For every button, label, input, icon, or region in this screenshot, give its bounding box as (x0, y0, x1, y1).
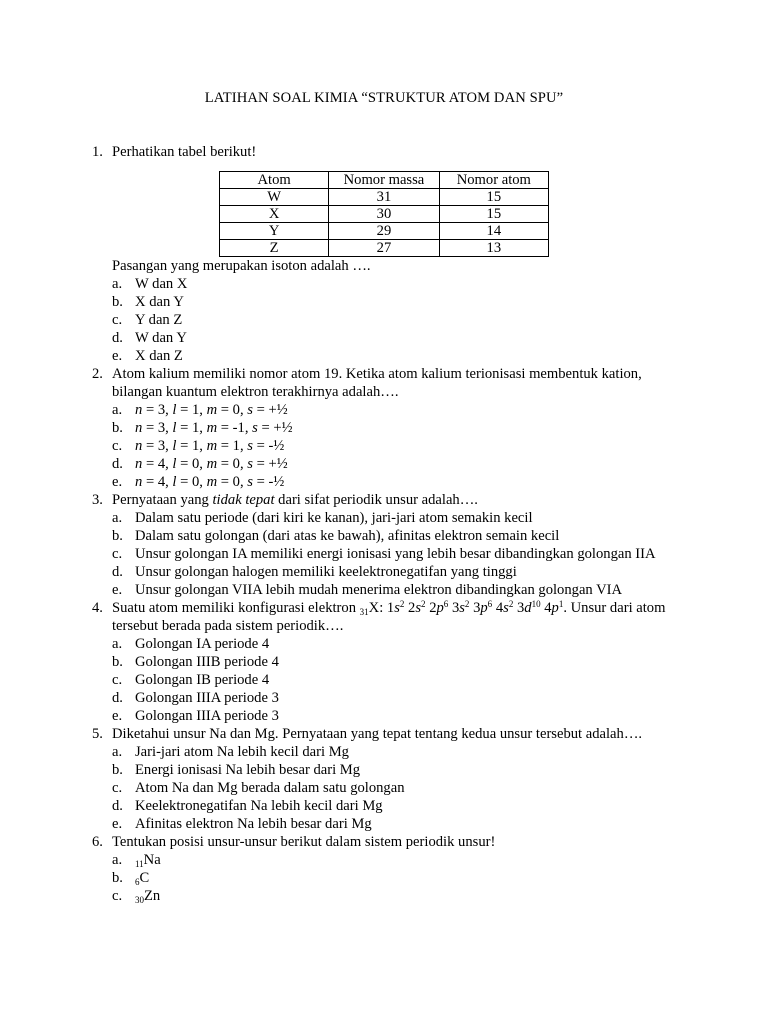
table-cell: Z (220, 240, 329, 257)
config-term (429, 600, 448, 616)
option-a (112, 275, 692, 293)
option-letter: a. (112, 852, 123, 868)
element-symbol: Zn (144, 888, 161, 904)
option-text: Golongan IIIB periode 4 (135, 654, 279, 670)
option-text: Dalam satu golongan (dari atas ke bawah), afinitas elektron semain kecil (135, 528, 560, 544)
var-l: l (172, 474, 177, 490)
orbital-letter: s (503, 600, 509, 616)
config-term (452, 600, 469, 616)
option-text: Unsur golongan IA memiliki energi ionisasi yang lebih besar dibandingkan golongan IIA (135, 546, 656, 562)
option-d (112, 563, 692, 581)
var-n: n (135, 402, 143, 418)
atomic-number: 30 (135, 895, 144, 905)
question-text (112, 599, 692, 635)
option-list (112, 401, 692, 491)
option-c (112, 887, 692, 905)
table-cell: 27 (329, 240, 439, 257)
option-letter: c. (112, 438, 123, 454)
option-letter: e. (112, 708, 123, 724)
var-m: m (206, 438, 218, 454)
question-text: Tentukan posisi unsur-unsur berikut dalam sistem periodik unsur! (112, 834, 496, 850)
header-atom: Atom (220, 172, 329, 189)
electron-count: 2 (421, 599, 426, 609)
atomic-number: 31 (359, 607, 369, 617)
option-text: Atom Na dan Mg berada dalam satu golongan (135, 780, 405, 796)
question-text-pre: Pernyataan yang (112, 492, 213, 508)
option-letter: b. (112, 294, 123, 310)
value-n: = 4, (142, 456, 173, 472)
option-e (112, 473, 692, 491)
value-m: = 0, (217, 402, 248, 418)
option-letter: d. (112, 330, 123, 346)
question-number: 6. (92, 834, 103, 850)
header-nomor-massa: Nomor massa (329, 172, 439, 189)
option-list (112, 635, 692, 725)
var-s: s (247, 474, 253, 490)
option-letter: a. (112, 744, 123, 760)
electron-count: 2 (399, 599, 405, 609)
option-letter: b. (112, 420, 123, 436)
option-e (112, 347, 692, 365)
electron-count: 6 (487, 599, 493, 609)
var-m: m (206, 474, 218, 490)
value-m: = -1, (217, 420, 253, 436)
config-term (408, 600, 425, 616)
option-b (112, 869, 692, 887)
var-l: l (172, 456, 177, 472)
option-b (112, 761, 692, 779)
electron-count: 6 (443, 599, 449, 609)
orbital-letter: p (480, 600, 488, 616)
value-m: = 0, (217, 456, 248, 472)
option-letter: e. (112, 474, 123, 490)
option-letter: a. (112, 276, 123, 292)
var-n: n (135, 474, 143, 490)
table-row (220, 189, 549, 206)
value-l: = 1, (176, 402, 207, 418)
table-container (112, 171, 692, 257)
option-list (112, 509, 692, 599)
question-number: 2. (92, 366, 103, 382)
shell-number: 1 (386, 600, 395, 616)
var-l: l (172, 420, 177, 436)
option-list (112, 275, 692, 365)
option-c (112, 545, 692, 563)
config-term (496, 600, 513, 616)
option-list (112, 851, 692, 905)
shell-number: 3 (451, 600, 460, 616)
option-a (112, 851, 692, 869)
shell-number: 3 (516, 600, 525, 616)
electron-count: 2 (464, 599, 470, 609)
value-n: = 3, (142, 438, 173, 454)
shell-number: 2 (408, 600, 416, 616)
var-s: s (247, 438, 253, 454)
var-n: n (135, 420, 143, 436)
option-letter: e. (112, 816, 123, 832)
var-m: m (206, 420, 218, 436)
var-n: n (135, 438, 143, 454)
question-text-post: dari sifat periodik unsur adalah…. (274, 492, 478, 508)
option-letter: e. (112, 582, 123, 598)
table-row (220, 206, 549, 223)
question-number: 4. (92, 600, 103, 616)
option-b (112, 527, 692, 545)
value-m: = 0, (217, 474, 248, 490)
var-s: s (252, 420, 258, 436)
question-number: 5. (92, 726, 103, 742)
atomic-number: 11 (135, 859, 144, 869)
value-n: = 3, (142, 420, 173, 436)
table-cell: X (220, 206, 329, 223)
table-cell: 14 (439, 223, 548, 240)
question-2 (92, 365, 692, 491)
var-s: s (247, 402, 253, 418)
question-text: Diketahui unsur Na dan Mg. Pernyataan yang tepat tentang kedua unsur tersebut adalah…. (112, 726, 643, 742)
option-letter: c. (112, 312, 123, 328)
option-b (112, 293, 692, 311)
var-l: l (172, 438, 177, 454)
option-text: Keelektronegatifan Na lebih kecil dari Mg (135, 798, 383, 814)
option-e (112, 815, 692, 833)
option-letter: c. (112, 888, 123, 904)
table-row (220, 223, 549, 240)
option-c (112, 437, 692, 455)
table-cell: Y (220, 223, 329, 240)
value-l: = 0, (176, 456, 207, 472)
option-text: Golongan IIIA periode 3 (135, 708, 279, 724)
shell-number: 4 (544, 600, 552, 616)
option-list (112, 743, 692, 833)
electron-count: 2 (508, 599, 514, 609)
option-text: Afinitas elektron Na lebih besar dari Mg (135, 816, 372, 832)
value-m: = 1, (217, 438, 248, 454)
option-text: Energi ionisasi Na lebih besar dari Mg (135, 762, 361, 778)
option-text: Golongan IA periode 4 (135, 636, 270, 652)
option-letter: a. (112, 402, 123, 418)
question-prompt: Pasangan yang merupakan isoton adalah …. (112, 258, 371, 274)
value-s: = -½ (252, 474, 285, 490)
option-a (112, 743, 692, 761)
atomic-number: 6 (135, 877, 140, 887)
option-letter: c. (112, 546, 123, 562)
var-m: m (206, 402, 218, 418)
value-s: = +½ (252, 456, 288, 472)
value-n: = 3, (142, 402, 173, 418)
option-letter: a. (112, 636, 123, 652)
option-d (112, 689, 692, 707)
option-c (112, 779, 692, 797)
table-cell: 15 (439, 206, 548, 223)
config-term (387, 600, 404, 616)
value-l: = 1, (176, 438, 207, 454)
option-text: Unsur golongan halogen memiliki keelektronegatifan yang tinggi (135, 564, 517, 580)
option-a (112, 635, 692, 653)
question-list (92, 143, 692, 905)
question-6 (92, 833, 692, 905)
option-text: W dan Y (135, 330, 187, 346)
value-n: = 4, (142, 474, 173, 490)
table-cell: W (220, 189, 329, 206)
option-text: Jari-jari atom Na lebih kecil dari Mg (135, 744, 349, 760)
question-4 (92, 599, 692, 725)
option-a (112, 509, 692, 527)
orbital-letter: s (459, 600, 465, 616)
value-l: = 1, (176, 420, 207, 436)
table-header-row (220, 172, 549, 189)
option-text: Golongan IB periode 4 (135, 672, 270, 688)
table-cell: 31 (329, 189, 439, 206)
page-title: LATIHAN SOAL KIMIA “STRUKTUR ATOM DAN SPU” (204, 90, 564, 106)
question-5 (92, 725, 692, 833)
orbital-letter: d (524, 600, 532, 616)
option-text: X dan Z (135, 348, 183, 364)
var-s: s (247, 456, 253, 472)
table-cell: 30 (329, 206, 439, 223)
option-c (112, 311, 692, 329)
orbital-letter: p (551, 600, 559, 616)
option-letter: c. (112, 780, 123, 796)
question-text: Atom kalium memiliki nomor atom 19. Ketika atom kalium terionisasi membentuk kation, bilangan kuantum elektron terakhirnya adalah…. (112, 366, 642, 400)
option-text: Dalam satu periode (dari kiri ke kanan), jari-jari atom semakin kecil (135, 510, 533, 526)
option-letter: c. (112, 672, 123, 688)
value-s: = +½ (257, 420, 293, 436)
option-letter: b. (112, 870, 123, 886)
option-letter: d. (112, 798, 123, 814)
var-l: l (172, 402, 177, 418)
value-s: = -½ (252, 438, 285, 454)
option-a (112, 401, 692, 419)
shell-number: 2 (429, 600, 437, 616)
config-term (517, 600, 541, 616)
shell-number: 4 (495, 600, 504, 616)
option-letter: b. (112, 654, 123, 670)
option-e (112, 581, 692, 599)
question-text (112, 491, 692, 509)
orbital-letter: s (394, 600, 400, 616)
question-number: 1. (92, 144, 103, 160)
value-s: = +½ (252, 402, 288, 418)
option-letter: a. (112, 510, 123, 526)
option-letter: d. (112, 690, 123, 706)
element-symbol: Na (143, 852, 161, 868)
electron-count: 10 (531, 599, 541, 609)
question-text-post: . Unsur dari atom tersebut berada pada sistem periodik…. (112, 600, 666, 634)
option-letter: d. (112, 564, 123, 580)
electron-count: 1 (558, 599, 564, 609)
option-c (112, 671, 692, 689)
question-text: Perhatikan tabel berikut! (112, 144, 257, 160)
option-text: Y dan Z (135, 312, 183, 328)
element-symbol: X: (368, 600, 387, 616)
option-text: Unsur golongan VIIA lebih mudah menerima elektron dibandingkan golongan VIA (135, 582, 623, 598)
config-term (473, 600, 492, 616)
element-symbol: C (139, 870, 150, 886)
question-text-emphasis: tidak tepat (212, 492, 275, 508)
option-letter: e. (112, 348, 123, 364)
orbital-letter: p (436, 600, 444, 616)
atom-table (219, 171, 549, 257)
question-3 (92, 491, 692, 599)
option-text: W dan X (135, 276, 188, 292)
orbital-letter: s (415, 600, 422, 616)
option-d (112, 329, 692, 347)
table-cell: 15 (439, 189, 548, 206)
question-1 (92, 143, 692, 365)
option-b (112, 653, 692, 671)
table-cell: 13 (439, 240, 548, 257)
option-letter: b. (112, 762, 123, 778)
shell-number: 3 (473, 600, 481, 616)
var-m: m (206, 456, 218, 472)
header-nomor-atom: Nomor atom (439, 172, 548, 189)
value-l: = 0, (176, 474, 207, 490)
option-b (112, 419, 692, 437)
option-letter: d. (112, 456, 123, 472)
option-e (112, 707, 692, 725)
question-text-pre: Suatu atom memiliki konfigurasi elektron (112, 600, 360, 616)
question-number: 3. (92, 492, 103, 508)
option-text: X dan Y (135, 294, 184, 310)
option-d (112, 455, 692, 473)
option-text: Golongan IIIA periode 3 (135, 690, 279, 706)
option-d (112, 797, 692, 815)
table-row (220, 240, 549, 257)
table-cell: 29 (329, 223, 439, 240)
var-n: n (135, 456, 143, 472)
config-term (544, 600, 563, 616)
option-letter: b. (112, 528, 123, 544)
